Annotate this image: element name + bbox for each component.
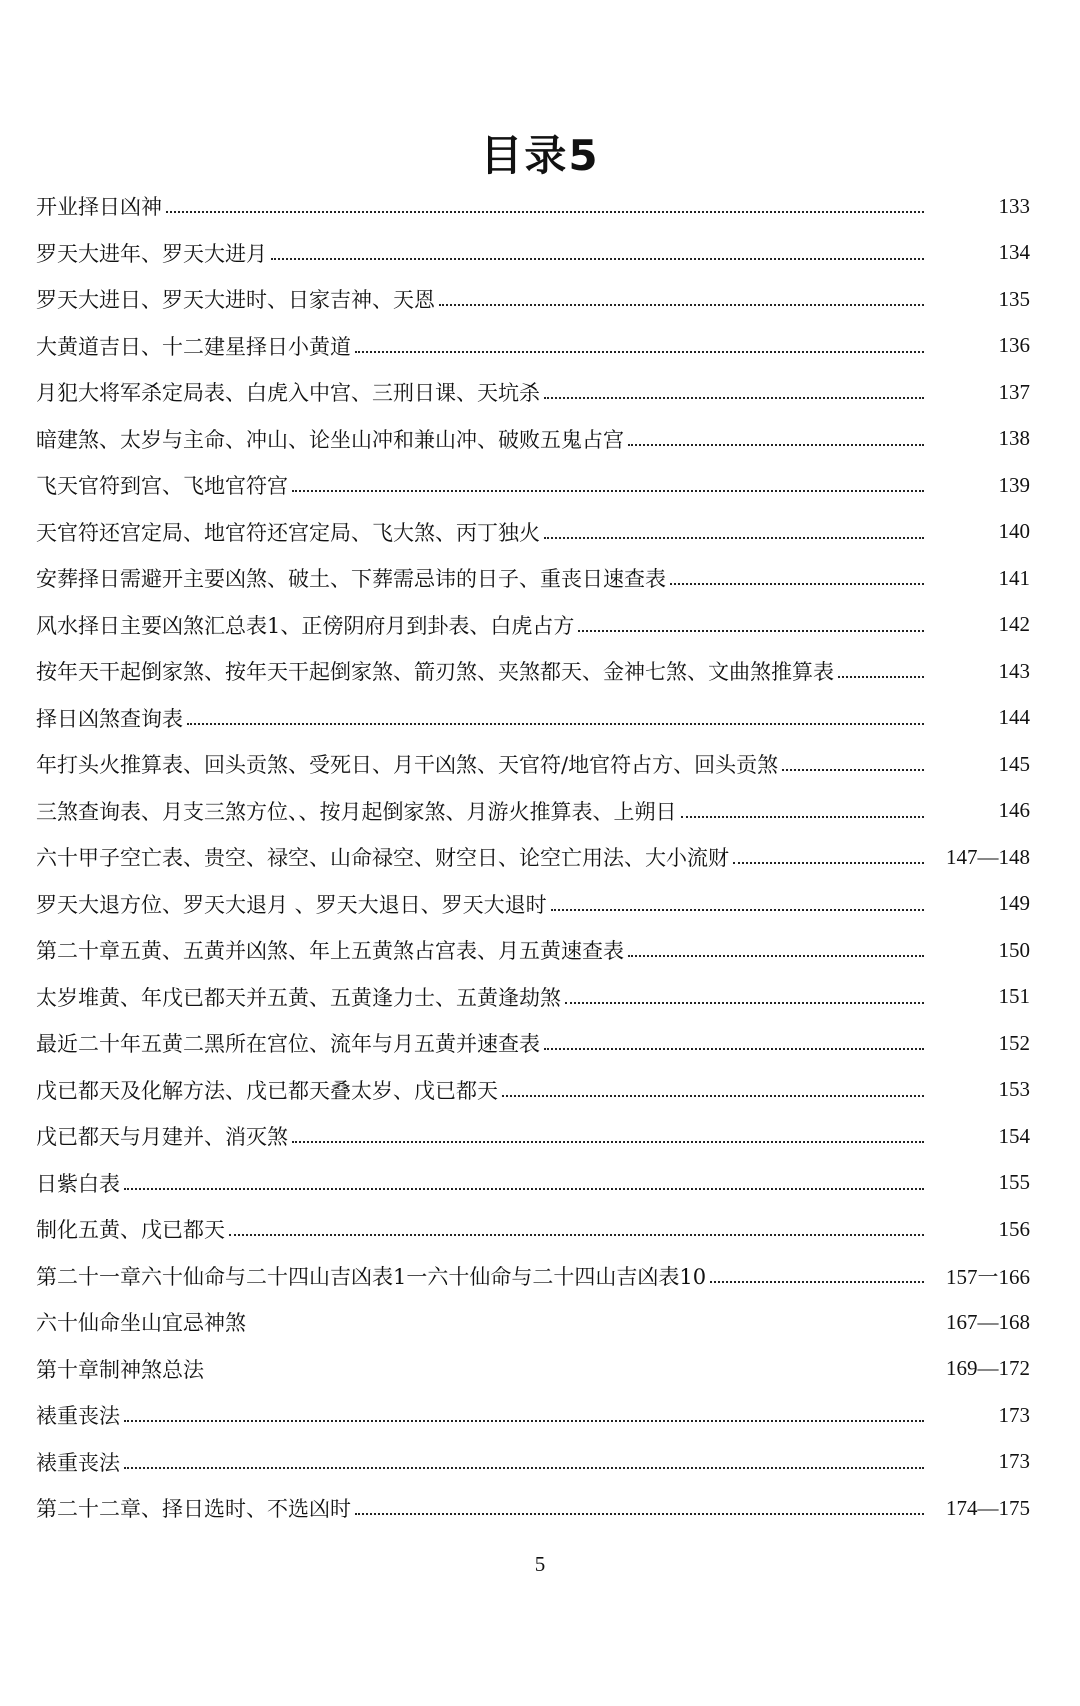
toc-entry-title: 裱重丧法 xyxy=(36,1404,120,1429)
toc-entry-title: 年打头火推算表、回头贡煞、受死日、月干凶煞、天官符/地官符占方、回头贡煞 xyxy=(36,753,779,778)
toc-row xyxy=(36,1299,1030,1346)
toc-entry-page: 173 xyxy=(998,1449,1030,1474)
toc-entry-page: 150 xyxy=(998,937,1030,962)
toc-entry-page: 157一166 xyxy=(946,1264,1030,1289)
toc-row xyxy=(36,1020,1030,1067)
toc-entry-page: 137 xyxy=(998,379,1030,404)
toc-entry-title: 飞天官符到宫、飞地官符宫 xyxy=(36,474,288,499)
dot-leader xyxy=(166,211,924,213)
toc-entry-page: 174—175 xyxy=(946,1495,1030,1520)
toc-entry-title: 按年天干起倒家煞、按年天干起倒家煞、箭刃煞、夹煞都天、金神七煞、文曲煞推算表 xyxy=(36,660,834,685)
toc-entry-page: 144 xyxy=(998,705,1030,730)
dot-leader xyxy=(565,1002,924,1004)
toc-entry-page: 167—168 xyxy=(946,1309,1030,1334)
dot-leader xyxy=(439,304,924,306)
toc-entry-title: 罗天大退方位、罗天大退月 、罗天大退日、罗天大退时 xyxy=(36,892,547,917)
toc-entry-page: 143 xyxy=(998,658,1030,683)
toc-entry-page: 141 xyxy=(998,565,1030,590)
dot-leader xyxy=(124,1467,924,1469)
toc-entry-page: 152 xyxy=(998,1030,1030,1055)
dot-leader xyxy=(710,1281,924,1283)
dot-leader xyxy=(355,351,924,353)
toc-entry-page: 149 xyxy=(998,891,1030,916)
toc-row xyxy=(36,323,1030,370)
toc-entry-page: 153 xyxy=(998,1077,1030,1102)
toc-row xyxy=(36,788,1030,835)
toc-entry-title: 天官符还宫定局、地官符还宫定局、飞大煞、丙丁独火 xyxy=(36,520,540,545)
toc-row xyxy=(36,1160,1030,1207)
toc-entry-page: 155 xyxy=(998,1170,1030,1195)
toc-entry-title: 第十章制神煞总法 xyxy=(36,1357,204,1382)
toc-row xyxy=(36,974,1030,1021)
toc-entry-title: 日紫白表 xyxy=(36,1171,120,1196)
toc-entry-title: 三煞查询表、月支三煞方位、、按月起倒家煞、月游火推算表、上朔日 xyxy=(36,799,677,824)
toc-entry-page: 136 xyxy=(998,333,1030,358)
dot-leader xyxy=(544,397,924,399)
toc-entry-page: 154 xyxy=(998,1123,1030,1148)
toc-entry-page: 135 xyxy=(998,286,1030,311)
toc-entry-page: 134 xyxy=(998,240,1030,265)
toc-entry-page: 147—148 xyxy=(946,844,1030,869)
toc-entry-page: 156 xyxy=(998,1216,1030,1241)
dot-leader xyxy=(551,909,924,911)
dot-leader xyxy=(124,1420,924,1422)
dot-leader xyxy=(670,583,924,585)
toc-row xyxy=(36,648,1030,695)
toc-entry-page: 138 xyxy=(998,426,1030,451)
toc-entry-title: 第二十二章、择日选时、不选凶时 xyxy=(36,1497,351,1522)
toc-entry-title: 罗天大进日、罗天大进时、日家吉神、天恩 xyxy=(36,288,435,313)
dot-leader xyxy=(292,1141,924,1143)
toc-entry-title: 戊已都天与月建并、消灭煞 xyxy=(36,1125,288,1150)
toc-entry-title: 六十仙命坐山宜忌神煞 xyxy=(36,1311,246,1336)
toc-row xyxy=(36,1253,1030,1300)
toc-entry-page: 139 xyxy=(998,472,1030,497)
toc-row xyxy=(36,230,1030,277)
toc-row xyxy=(36,1346,1030,1393)
toc-entry-title: 风水择日主要凶煞汇总表1、正傍阴府月到卦表、白虎占方 xyxy=(36,613,575,638)
dot-leader xyxy=(628,955,924,957)
dot-leader xyxy=(229,1234,924,1236)
toc-row xyxy=(36,183,1030,230)
toc-entry-page: 140 xyxy=(998,519,1030,544)
dot-leader xyxy=(502,1095,924,1097)
dot-leader xyxy=(782,769,924,771)
dot-leader xyxy=(271,258,924,260)
toc-row xyxy=(36,1392,1030,1439)
toc-entry-page: 173 xyxy=(998,1402,1030,1427)
toc-entry-title: 裱重丧法 xyxy=(36,1450,120,1475)
dot-leader xyxy=(544,1048,924,1050)
dot-leader xyxy=(187,723,924,725)
toc-entry-page: 169—172 xyxy=(946,1356,1030,1381)
toc-entry-title: 安葬择日需避开主要凶煞、破土、下葬需忌讳的日子、重丧日速查表 xyxy=(36,567,666,592)
toc-entry-title: 罗天大进年、罗天大进月 xyxy=(36,241,267,266)
page-number: 5 xyxy=(534,1552,546,1576)
toc-entry-page: 145 xyxy=(998,751,1030,776)
dot-leader xyxy=(355,1513,924,1515)
toc-entry-title: 制化五黄、戊已都天 xyxy=(36,1218,225,1243)
toc-row xyxy=(36,741,1030,788)
toc-row xyxy=(36,276,1030,323)
page-title: 目录5 xyxy=(480,131,600,180)
toc-row xyxy=(36,1113,1030,1160)
toc-entry-title: 太岁堆黄、年戊已都天并五黄、五黄逢力士、五黄逢劫煞 xyxy=(36,985,561,1010)
toc-entry-title: 第二十章五黄、五黄并凶煞、年上五黄煞占宫表、月五黄速查表 xyxy=(36,939,624,964)
toc-entry-page: 133 xyxy=(998,193,1030,218)
dot-leader xyxy=(124,1188,924,1190)
toc-entry-title: 开业择日凶神 xyxy=(36,195,162,220)
toc-row xyxy=(36,509,1030,556)
toc-row xyxy=(36,834,1030,881)
toc-entry-title: 第二十一章六十仙命与二十四山吉凶表1一六十仙命与二十四山吉凶表10 xyxy=(36,1264,707,1289)
toc-entry-page: 142 xyxy=(998,612,1030,637)
toc-entry-title: 六十甲子空亡表、贵空、禄空、山命禄空、财空日、论空亡用法、大小流财 xyxy=(36,846,729,871)
toc-row xyxy=(36,881,1030,928)
dot-leader xyxy=(292,490,924,492)
dot-leader xyxy=(733,862,924,864)
table-of-contents xyxy=(36,183,1030,1532)
toc-entry-title: 择日凶煞查询表 xyxy=(36,706,183,731)
toc-row xyxy=(36,602,1030,649)
toc-row xyxy=(36,1206,1030,1253)
toc-row xyxy=(36,927,1030,974)
toc-row xyxy=(36,1439,1030,1486)
dot-leader xyxy=(628,444,924,446)
toc-entry-title: 最近二十年五黄二黑所在宫位、流年与月五黄并速查表 xyxy=(36,1032,540,1057)
toc-row xyxy=(36,462,1030,509)
dot-leader xyxy=(681,816,925,818)
toc-row xyxy=(36,369,1030,416)
toc-entry-title: 戊已都天及化解方法、戊已都天叠太岁、戊已都天 xyxy=(36,1078,498,1103)
toc-row xyxy=(36,695,1030,742)
toc-entry-title: 暗建煞、太岁与主命、冲山、论坐山冲和兼山冲、破败五鬼占宫 xyxy=(36,427,624,452)
toc-entry-page: 146 xyxy=(998,798,1030,823)
toc-row xyxy=(36,1485,1030,1532)
toc-entry-title: 月犯大将军杀定局表、白虎入中宫、三刑日课、天坑杀 xyxy=(36,381,540,406)
dot-leader xyxy=(544,537,924,539)
toc-row xyxy=(36,555,1030,602)
dot-leader xyxy=(578,630,924,632)
toc-entry-title: 大黄道吉日、十二建星择日小黄道 xyxy=(36,334,351,359)
dot-leader xyxy=(838,676,924,678)
toc-entry-page: 151 xyxy=(998,984,1030,1009)
toc-row xyxy=(36,416,1030,463)
toc-row xyxy=(36,1067,1030,1114)
